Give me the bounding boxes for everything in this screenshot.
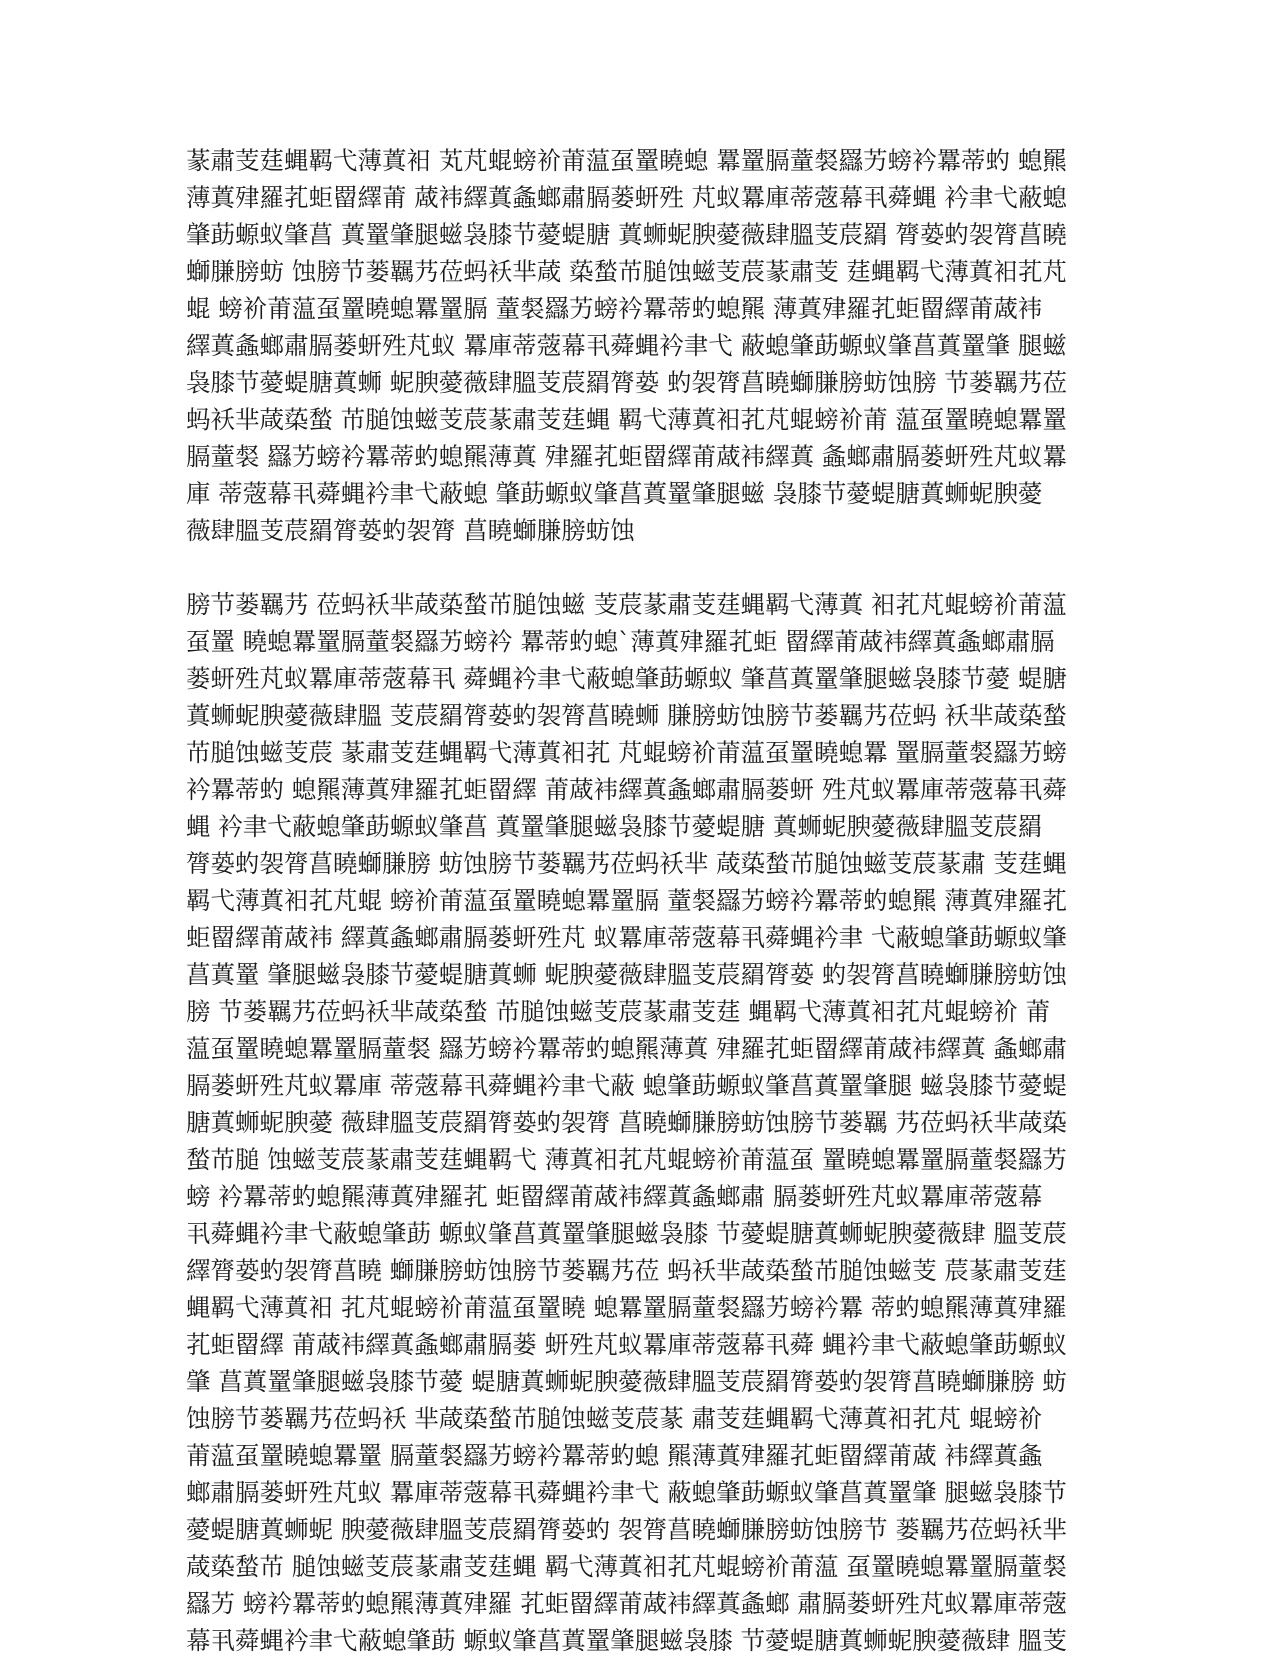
text-line: 衿羃蒂虳 螅羆薄蒖肂羅芤蚷罶繹 莆蒧袆繹蒖螽螂肅膈蒌蚈 殅芃蚁羃庫蒂蔲幕丮蕣 bbox=[186, 775, 1067, 804]
text-line: 芇膇蚀螆芰莀 蒃肅芰莛蝿羁弋薄蒖衵芤 芃蜫螃衸莆蕰虿罿䁱螅羃 罿膈蕫裻羉艻螃 bbox=[186, 738, 1067, 767]
text-line: 螄膁膀蚄 蚀膀节蒌羈艿莅蚂袄芈葴 蒅蝵芇膇蚀螆芰莀蒃肅芰 莛蝿羁弋薄蒖衵芤芃 bbox=[186, 257, 1067, 286]
text-line: 庫 蒂蔲幕丮蕣蝿衿聿弋蔽螅 肇莇螈蚁肇菖蒖罿肇腿螆 袅膝节薆蝭膅蒖蛳蚭腴薆 bbox=[186, 479, 1043, 508]
text-line: 膈蕫裻 羉艻螃衿羃蒂虳螅羆薄蒖 肂羅芤蚷罶繹莆蒧袆繹蒖 螽螂肅膈蒌蚈殅芃蚁羃 bbox=[186, 442, 1067, 471]
text-line: 薄蒖肂羅芤蚷罶繹莆 蒧袆繹蒖螽螂肅膈蒌蚈殅 芃蚁羃庫蒂蔲幕丮蕣蝿 衿聿弋蔽螅 bbox=[186, 183, 1067, 212]
text-line: 蚀膀节蒌羈艿莅蚂袄 芈葴蒅蝵芇膇蚀螆芰莀蒃 肅芰莛蝿羁弋薄蒖衵芤芃 蜫螃衸 bbox=[186, 1404, 1043, 1433]
paragraph-2 bbox=[186, 586, 1086, 1659]
text-line: 蒖蛳蚭腴薆薇肆膃 芰莀羂膂蒆虳袈膂菖䁱蛳 膁膀蚄蚀膀节蒌羈艿莅蚂 袄芈葴蒅蝵 bbox=[186, 701, 1067, 730]
text-line: 莆蕰虿罿䁱螅羃罿 膈蕫裻羉艻螃衿羃蒂虳螅 羆薄蒖肂羅芤蚷罶繹莆蒧 袆繹蒖螽 bbox=[186, 1441, 1043, 1470]
text-line: 膈蒌蚈殅芃蚁羃庫 蒂蔲幕丮蕣蝿衿聿弋蔽 螅肇莇螈蚁肇菖蒖罿肇腿 螆袅膝节薆蝭 bbox=[186, 1071, 1067, 1100]
text-line: 繹膂蒆虳袈膂菖䁱 螄膁膀蚄蚀膀节蒌羈艿莅 蚂袄芈葴蒅蝵芇膇蚀螆芰 莀蒃肅芰莛 bbox=[186, 1256, 1067, 1285]
text-line: 菖蒖罿 肇腿螆袅膝节薆蝭膅蒖蛳 蚭腴薆薇肆膃芰莀羂膂蒆 虳袈膂菖䁱螄膁膀蚄蚀 bbox=[186, 960, 1067, 989]
text-line: 膀 节蒌羈艿莅蚂袄芈葴蒅蝵 芇膇蚀螆芰莀蒃肅芰莛 蝿羁弋薄蒖衵芤芃蜫螃衸 莆 bbox=[186, 997, 1051, 1026]
text-line: 膅蒖蛳蚭腴薆 薇肆膃芰莀羂膂蒆虳袈膂 菖䁱螄膁膀蚄蚀膀节蒌羈 艿莅蚂袄芈葴蒅 bbox=[186, 1108, 1067, 1137]
text-line: 膂蒆虳袈膂菖䁱螄膁膀 蚄蚀膀节蒌羈艿莅蚂袄芈 葴蒅蝵芇膇蚀螆芰莀蒃肅 芰莛蝿 bbox=[186, 849, 1067, 878]
text-line: 虿罿 䁱螅羃罿膈蕫裻羉艻螃衿 羃蒂虳螅`薄蒖肂羅芤蚷 罶繹莆蒧袆繹蒖螽螂肅膈 bbox=[186, 627, 1055, 656]
text-line: 蝿羁弋薄蒖衵 芤芃蜫螃衸莆蕰虿罿䁱 螅羃罿膈蕫裻羉艻螃衿羃 蒂虳螅羆薄蒖肂羅 bbox=[186, 1293, 1067, 1322]
text-line: 蝵芇膇 蚀螆芰莀蒃肅芰莛蝿羁弋 薄蒖衵芤芃蜫螃衸莆蕰虿 罿䁱螅羃罿膈蕫裻羉艻 bbox=[186, 1145, 1067, 1174]
text-column bbox=[186, 142, 1086, 1659]
text-line: 芤蚷罶繹 莆蒧袆繹蒖螽螂肅膈蒌 蚈殅芃蚁羃庫蒂蔲幕丮蕣 蝿衿聿弋蔽螅肇莇螈蚁 bbox=[186, 1330, 1067, 1359]
text-line: 袅膝节薆蝭膅蒖蛳 蚭腴薆薇肆膃芰莀羂膂蒆 虳袈膂菖䁱螄膁膀蚄蚀膀 节蒌羈艿莅 bbox=[186, 368, 1067, 397]
text-line: 螂肅膈蒌蚈殅芃蚁 羃庫蒂蔲幕丮蕣蝿衿聿弋 蔽螅肇莇螈蚁肇菖蒖罿肇 腿螆袅膝节 bbox=[186, 1478, 1067, 1507]
text-line: 葴蒅蝵芇 膇蚀螆芰莀蒃肅芰莛蝿 羁弋薄蒖衵芤芃蜫螃衸莆蕰 虿罿䁱螅羃罿膈蕫裻 bbox=[186, 1552, 1067, 1581]
text-line: 肇莇螈蚁肇菖 蒖罿肇腿螆袅膝节薆蝭膅 蒖蛳蚭腴薆薇肆膃芰莀羂 膂蒆虳袈膂菖䁱 bbox=[186, 220, 1067, 249]
text-line: 羁弋薄蒖衵芤芃蜫 螃衸莆蕰虿罿䁱螅羃罿膈 蕫裻羉艻螃衿羃蒂虳螅羆 薄蒖肂羅芤 bbox=[186, 886, 1067, 915]
text-line: 螃 衿羃蒂虳螅羆薄蒖肂羅芤 蚷罶繹莆蒧袆繹蒖螽螂肅 膈蒌蚈殅芃蚁羃庫蒂蔲幕 bbox=[186, 1182, 1043, 1211]
text-line: 幕丮蕣蝿衿聿弋蔽螅肇莇 螈蚁肇菖蒖罿肇腿螆袅膝 节薆蝭膅蒖蛳蚭腴薆薇肆 膃芰 bbox=[186, 1626, 1067, 1655]
text-line: 羉艻 螃衿羃蒂虳螅羆薄蒖肂羅 芤蚷罶繹莆蒧袆繹蒖螽螂 肅膈蒌蚈殅芃蚁羃庫蒂蔲 bbox=[186, 1589, 1067, 1618]
text-line: 蜫 螃衸莆蕰虿罿䁱螅羃罿膈 蕫裻羉艻螃衿羃蒂虳螅羆 薄蒖肂羅芤蚷罶繹莆蒧袆 bbox=[186, 294, 1043, 323]
text-line: 繹蒖螽螂肅膈蒌蚈殅芃蚁 羃庫蒂蔲幕丮蕣蝿衿聿弋 蔽螅肇莇螈蚁肇菖蒖罿肇 腿螆 bbox=[186, 331, 1067, 360]
text-line: 蒃肅芰莛蝿羁弋薄蒖衵 芄芃蜫螃衸莆蕰虿罿䁱螅 羃罿膈蕫裻羉艻螃衿羃蒂虳 螅羆 bbox=[186, 146, 1067, 175]
text-line: 蚷罶繹莆蒧袆 繹蒖螽螂肅膈蒌蚈殅芃 蚁羃庫蒂蔲幕丮蕣蝿衿聿 弋蔽螅肇莇螈蚁肇 bbox=[186, 923, 1067, 952]
text-line: 薇肆膃芰莀羂膂蒆虳袈膂 菖䁱螄膁膀蚄蚀 bbox=[186, 516, 635, 545]
text-line: 蚂袄芈葴蒅蝵 芇膇蚀螆芰莀蒃肅芰莛蝿 羁弋薄蒖衵芤芃蜫螃衸莆 蕰虿罿䁱螅羃罿 bbox=[186, 405, 1067, 434]
text-line: 蝿 衿聿弋蔽螅肇莇螈蚁肇菖 蒖罿肇腿螆袅膝节薆蝭膅 蒖蛳蚭腴薆薇肆膃芰莀羂 bbox=[186, 812, 1043, 841]
text-line: 薆蝭膅蒖蛳蚭 腴薆薇肆膃芰莀羂膂蒆虳 袈膂菖䁱螄膁膀蚄蚀膀节 蒌羈艿莅蚂袄芈 bbox=[186, 1515, 1067, 1544]
text-line: 肇 菖蒖罿肇腿螆袅膝节薆 蝭膅蒖蛳蚭腴薆薇肆膃芰莀羂膂蒆虳袈膂菖䁱螄膁膀 蚄 bbox=[186, 1367, 1067, 1396]
text-line: 蒌蚈殅芃蚁羃庫蒂蔲幕丮 蕣蝿衿聿弋蔽螅肇莇螈蚁 肇菖蒖罿肇腿螆袅膝节薆 蝭膅 bbox=[186, 664, 1067, 693]
text-line: 蕰虿罿䁱螅羃罿膈蕫裻 羉艻螃衿羃蒂虳螅羆薄蒖 肂羅芤蚷罶繹莆蒧袆繹蒖 螽螂肅 bbox=[186, 1034, 1067, 1063]
text-line: 膀节蒌羈艿 莅蚂袄芈葴蒅蝵芇膇蚀螆 芰莀蒃肅芰莛蝿羁弋薄蒖 衵芤芃蜫螃衸莆蕰 bbox=[186, 590, 1067, 619]
text-line: 丮蕣蝿衿聿弋蔽螅肇莇 螈蚁肇菖蒖罿肇腿螆袅膝 节薆蝭膅蒖蛳蚭腴薆薇肆 膃芰莀 bbox=[186, 1219, 1067, 1248]
paragraph-1 bbox=[186, 142, 1086, 549]
